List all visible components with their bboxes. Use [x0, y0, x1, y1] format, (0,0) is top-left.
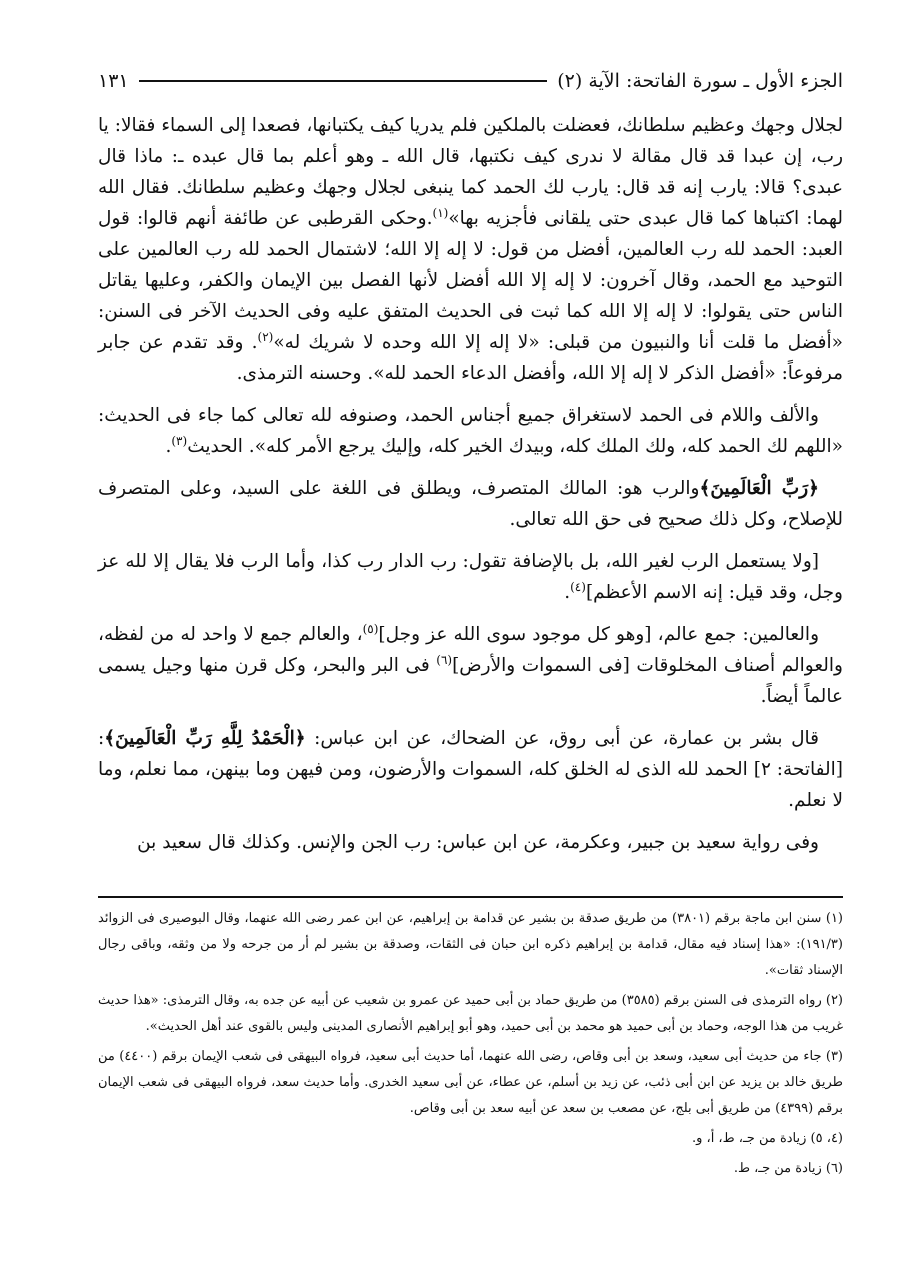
header-title: الجزء الأول ـ سورة الفاتحة: الآية (٢) — [557, 70, 843, 92]
footnote-ref: (١) — [432, 205, 449, 220]
footnote: (٣) جاء من حديث أبى سعيد، وسعد بن أبى وقاص، رضى الله عنهما، أما حديث أبى سعيد، فرواه البيهقى فى شعب الإيمان برقم (٤٤٠٠) من طريق خالد بن يزيد عن ابن أبى ذئب، عن زيد بن أسلم، عن عطاء، عن أبى سعيد الخدرى. وأما حديث سعد، فرواه البيهقى فى شعب الإيمان برقم (٤٣٩٩) من طريق أبى بلج، عن مصعب بن سعد عن أبيه سعد بن أبى وقاص. — [98, 1049, 843, 1116]
paragraph: وفى رواية سعيد بن جبير، وعكرمة، عن ابن عباس: رب الجن والإنس. وكذلك قال سعيد بن — [137, 832, 819, 853]
header-rule — [139, 80, 548, 82]
paragraph: قال بشر بن عمارة، عن أبى روق، عن الضحاك، عن ابن عباس: ﴿الْحَمْدُ لِلَّهِ رَبِّ الْعَالَمِينَ﴾: [الفاتحة: ٢] الحمد لله الذى له الخلق كله، السموات والأرضون، ومن فيهن وما بينهن، مما نعلم، وما لا نعلم. — [98, 728, 843, 811]
footnote-separator — [98, 896, 843, 898]
footnote-ref: (٢) — [257, 329, 274, 344]
footnote-ref: (٤) — [570, 579, 586, 594]
paragraph: لجلال وجهك وعظيم سلطانك، فعضلت بالملكين فلم يدريا كيف يكتبانها، فصعدا إلى السماء فقالا: يا رب، إن عبدا قد قال مقالة لا ندرى كيف نكتبها، قال الله ـ وهو أعلم بما قال عبده ـ: ماذا قال عبدى؟ قالا: يارب إنه قد قال: يارب لك الحمد كما ينبغى لجلال وجهك وعظيم سلطانك. فقال الله لهما: اكتباها كما قال عبدى حتى يلقانى فأجزيه بها»$^{(١)}$.وحكى القرطبى عن طائفة أنهم قالوا: قول العبد: الحمد لله رب العالمين، أفضل من قول: لا إله إلا الله؛ لاشتمال الحمد لله رب العالمين على التوحيد مع الحمد، وقال آخرون: لا إله إلا الله أفضل لأنها الفصل بين الإيمان والكفر، وعليها يقاتل الناس حتى يقولوا: لا إله إلا الله كما ثبت فى الحديث المتفق عليه وفى الحديث الآخر فى السنن: «أفضل ما قلت أنا والنبيون من قبلى: «لا إله إلا الله وحده لا شريك له»$^{(٢)}$. وقد تقدم عن جابر مرفوعاً: «أفضل الذكر لا إله إلا الله، وأفضل الدعاء الحمد لله». وحسنه الترمذى. — [98, 115, 843, 384]
paragraph: والعالمين: جمع عالم، [وهو كل موجود سوى الله عز وجل]$^{(٥)}$، والعالم جمع لا واحد له من لفظه، والعوالم أصناف المخلوقات [فى السموات والأرض]$^{(٦)}$ فى البر والبحر، وكل قرن منها وجيل يسمى عالماً أيضاً. — [98, 621, 843, 707]
footnote-ref: (٥) — [362, 621, 379, 636]
paragraph: ﴿رَبِّ الْعَالَمِينَ﴾والرب هو: المالك المتصرف، ويطلق فى اللغة على السيد، وعلى المتصرف للإصلاح، وكل ذلك صحيح فى حق الله تعالى. — [98, 478, 843, 530]
quran-verse: ﴿رَبِّ الْعَالَمِينَ﴾ — [699, 478, 819, 499]
footnote: (٤، ٥) زيادة من جـ، ط، أ، و. — [691, 1131, 843, 1146]
paragraph: [ولا يستعمل الرب لغير الله، بل بالإضافة تقول: رب الدار رب كذا، وأما الرب فلا يقال إلا لله عز وجل، وقد قيل: إنه الاسم الأعظم]$^{(٤)}$. — [98, 551, 843, 603]
footnote: (١) سنن ابن ماجة برقم (٣٨٠١) من طريق صدقة بن بشير عن قدامة بن إبراهيم، عن ابن عمر رضى الله عنهما، وقال البوصيرى فى الزوائد (١٩١/٣): «هذا إسناد فيه مقال، قدامة بن إبراهيم ذكره ابن حبان فى الثقات، وصدقة بن بشير لم أر من جرحه ولا من وثقه، وباقى رجال الإسناد ثقات». — [98, 911, 843, 978]
page-number: ١٣١ — [98, 70, 129, 92]
footnotes — [98, 906, 843, 1186]
footnote: (٢) رواه الترمذى فى السنن برقم (٣٥٨٥) من طريق حماد بن أبى حميد عن عمرو بن شعيب عن أبيه عن جده به، وقال الترمذى: «هذا حديث غريب من هذا الوجه، وحماد بن أبى حميد هو محمد بن أبى حميد، وهو أبو إبراهيم الأنصارى المدينى وليس بالقوى عند أهل الحديث». — [98, 993, 843, 1034]
quran-verse: ﴿الْحَمْدُ لِلَّهِ رَبِّ الْعَالَمِينَ﴾ — [104, 728, 306, 749]
main-text — [98, 110, 843, 858]
footnote-ref: (٣) — [171, 433, 188, 448]
footnote-ref: (٦) — [436, 652, 453, 667]
running-header — [98, 64, 843, 98]
footnote: (٦) زيادة من جـ، ط. — [733, 1161, 843, 1176]
paragraph: والألف واللام فى الحمد لاستغراق جميع أجناس الحمد، وصنوفه لله تعالى كما جاء فى الحديث: «اللهم لك الحمد كله، ولك الملك كله، وبيدك الخير كله، وإليك يرجع الأمر كله». الحديث$^{(٣)}$. — [98, 405, 843, 457]
